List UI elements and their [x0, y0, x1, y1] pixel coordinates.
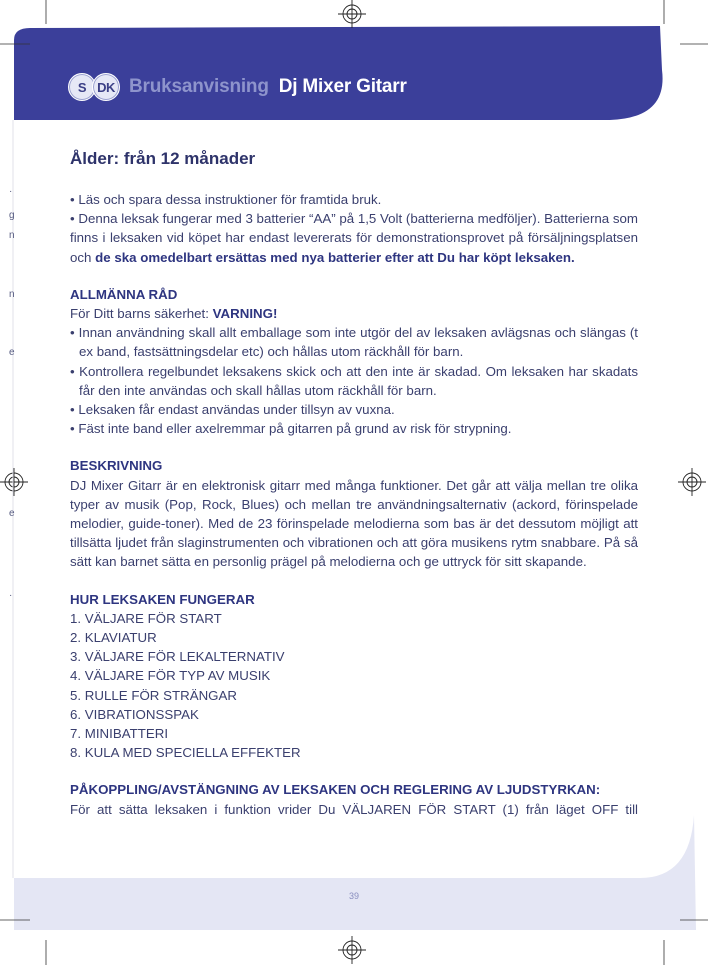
document-body	[70, 148, 638, 819]
edge-fragment: e	[9, 508, 15, 519]
advice-bullet: • Leksaken får endast användas under tillsyn av vuxna.	[70, 402, 395, 418]
parts-list-item: 6. VIBRATIONSSPAK	[70, 706, 199, 722]
registration-mark-top	[338, 0, 366, 28]
parts-list-item: 8. KULA MED SPECIELLA EFFEKTER	[70, 745, 301, 761]
parts-list-item: 3. VÄLJARE FÖR LEKALTERNATIV	[70, 649, 285, 665]
edge-fragment: g	[9, 210, 15, 221]
edge-fragment: ·	[9, 590, 13, 601]
power-heading: PÅKOPPLING/AVSTÄNGNING AV LEKSAKEN OCH REGLERING AV LJUDSTYRKAN:	[70, 782, 601, 798]
advice-bullet: • Kontrollera regelbundet leksakens skick och att den inte är skadad. Om leksaken har skadats får den inte användas och skall hållas utom räckhåll för barn.	[70, 363, 638, 398]
parts-list-item: 7. MINIBATTERI	[70, 726, 169, 742]
age-heading: Ålder: från 12 månader	[70, 149, 256, 168]
edge-fragment: n	[9, 289, 15, 300]
warning-label: VARNING!	[212, 306, 278, 322]
page-number: 39	[348, 891, 359, 901]
product-title: Dj Mixer Gitarr	[278, 76, 407, 97]
brand-label: Bruksanvisning	[129, 76, 269, 97]
safety-line	[70, 304, 638, 323]
advice-bullet: • Fäst inte band eller axelremmar på gitarren på grund av risk för strypning.	[70, 421, 512, 437]
power-text: För att sätta leksaken i funktion vrider Du VÄLJAREN FÖR START (1) från läget OFF till	[70, 801, 638, 817]
safety-label: För Ditt barns säkerhet:	[70, 306, 213, 322]
language-badge-dk: DK	[92, 73, 120, 101]
parts-list-item: 5. RULLE FÖR STRÄNGAR	[70, 687, 237, 703]
parts-list-item: 1. VÄLJARE FÖR START	[70, 610, 222, 626]
intro-bullet-batteries	[70, 209, 638, 267]
registration-mark-left	[0, 468, 28, 496]
edge-fragment: ·	[9, 186, 13, 197]
description-text: DJ Mixer Gitarr är en elektronisk gitarr med många funktioner. Det går att välja mellan tre olika typer av musik (Pop, Rock, Blues) och mellan tre användningsalternativ (ackord, förinspelade melodier, guide-toner). Med de 23 förinspelade melodierna som bas är det dessutom möjligt att tillsätta ljudet från slaginstrumenten och vibrationen och att göra musikens rytm snabbare. På så sätt kan barnet sätta en personlig prägel på melodierna och ge uttryck för sitt skapande.	[70, 477, 638, 570]
how-it-works-heading: HUR LEKSAKEN FUNGERAR	[70, 591, 255, 607]
edge-fragment: n	[9, 230, 15, 241]
parts-list-item: 4. VÄLJARE FÖR TYP AV MUSIK	[70, 668, 271, 684]
description-heading: BESKRIVNING	[70, 458, 163, 474]
battery-warning-bold: de ska omedelbart ersättas med nya batterier efter att Du har köpt leksaken.	[95, 249, 575, 265]
language-badge-s: S	[68, 73, 96, 101]
parts-list-item: 2. KLAVIATUR	[70, 630, 157, 646]
general-advice-heading: ALLMÄNNA RÅD	[70, 286, 178, 302]
page-header	[68, 72, 407, 102]
intro-bullet: • Läs och spara dessa instruktioner för framtida bruk.	[70, 192, 382, 207]
edge-fragment: e	[9, 347, 15, 358]
registration-mark-right	[678, 468, 706, 496]
battery-text: • Denna leksak fungerar med 3 batterier “AA” på 1,5 Volt (batterierna medföljer). Batterierna som finns i leksaken vid köpet har endast levererats för demonstrationsprovet på försäljningsplatsen och	[70, 211, 638, 265]
footer-band	[14, 815, 696, 930]
advice-bullet: • Innan användning skall allt emballage som inte utgör del av leksaken avlägsnas och slängas (t ex band, fastsättningsdelar etc) och hållas utom räckhåll för barn.	[70, 325, 638, 360]
registration-mark-bottom	[338, 936, 366, 964]
